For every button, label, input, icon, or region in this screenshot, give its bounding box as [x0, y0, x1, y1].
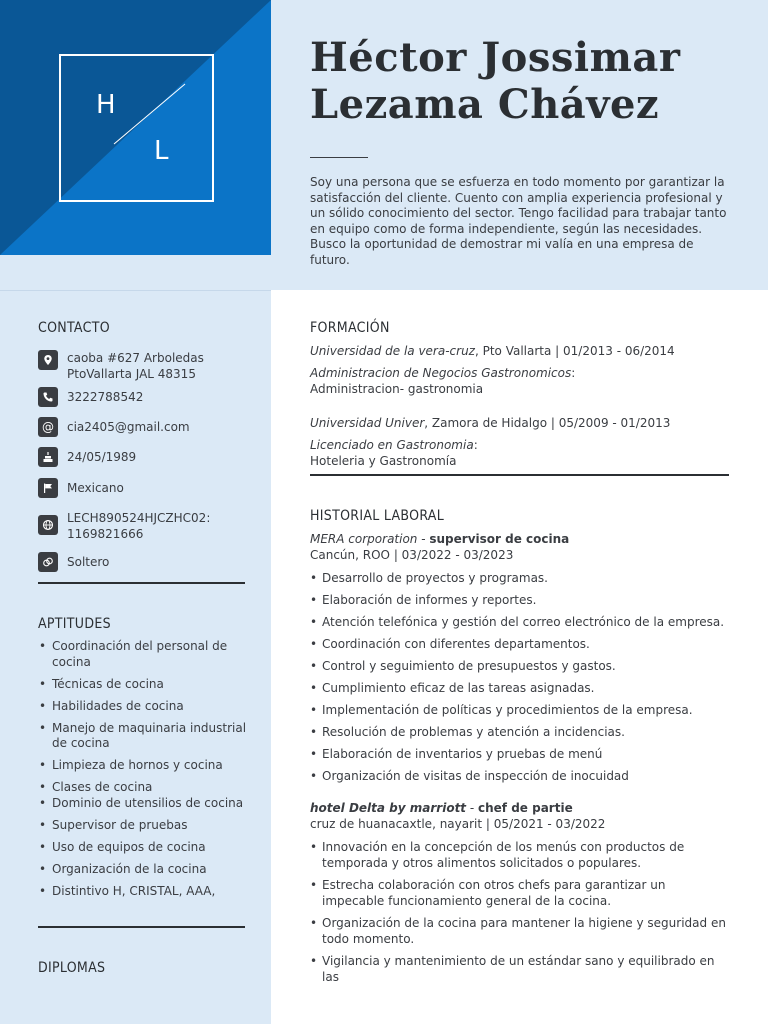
job-1-tasks — [310, 570, 730, 784]
job-1-header — [310, 531, 569, 563]
task-item: • Implementación de políticas y procedimientos de la empresa. — [310, 702, 730, 718]
company-name: MERA corporation — [310, 532, 418, 546]
task-item: • Organización de la cocina para mantener la higiene y seguridad en todo momento. — [310, 915, 730, 947]
contact-address — [38, 350, 217, 382]
task-item: • Organización de visitas de inspección de inocuidad — [310, 768, 730, 784]
contact-birthdate — [38, 447, 136, 467]
degree-field: Administracion- gastronomia — [310, 382, 484, 396]
task-item: • Elaboración de informes y reportes. — [310, 592, 730, 608]
profile-summary: Soy una persona que se esfuerza en todo momento por garantizar la satisfacción del cliente. Cuento con amplia experiencia profesional y un sólido conocimiento del sector. Tengo facilidad para trabajar tanto en equipo como de forma independiente, según las necesidades. Busco la oportunidad de demostrar mi valía en una empresa de futuro. — [310, 175, 727, 267]
degree-field: Hoteleria y Gastronomía — [310, 454, 457, 468]
contact-email — [38, 417, 190, 437]
task-item: • Resolución de problemas y atención a incidencias. — [310, 724, 730, 740]
school-name: Universidad Univer — [310, 416, 425, 430]
education-degree-line: Administracion de Negocios Gastronomicos: — [310, 366, 576, 380]
education-entry-2 — [310, 415, 670, 469]
education-section-title: FORMACIÓN — [310, 320, 390, 336]
job-title-line: hotel Delta by marriott - chef de partie — [310, 801, 573, 815]
contact-phone-text: 3222788542 — [67, 390, 144, 404]
skills-section-title: APTITUDES — [38, 616, 111, 632]
contact-birthdate-text: 24/05/1989 — [67, 450, 137, 464]
task-item: • Elaboración de inventarios y pruebas de menú — [310, 746, 730, 762]
monogram-logo — [0, 0, 271, 255]
education-school-line — [310, 415, 670, 431]
skill-item: • Manejo de maquinaria industrial de cocina — [38, 721, 248, 752]
task-item: • Estrecha colaboración con otros chefs para garantizar un impecable funcionamiento general de la cocina. — [310, 877, 730, 909]
globe-icon — [38, 515, 58, 535]
degree-name: Administracion de Negocios Gastronomicos — [310, 366, 572, 380]
education-school-line — [310, 343, 675, 359]
school-name: Universidad de la vera-cruz — [310, 344, 475, 358]
candidate-name — [310, 34, 750, 128]
task-item: • Desarrollo de proyectos y programas. — [310, 570, 730, 586]
skill-item: • Clases de cocina — [38, 780, 248, 796]
contact-address-text: caoba #627 Arboledas PtoVallarta JAL 48315 — [67, 351, 204, 381]
name-line-2: Lezama Chávez — [310, 81, 660, 128]
skill-item: • Supervisor de pruebas — [38, 818, 248, 834]
contact-id — [38, 511, 237, 542]
monogram-first-letter: H — [96, 90, 116, 120]
diplomas-section-title: DIPLOMAS — [38, 960, 106, 976]
company-name: hotel Delta by marriott — [310, 801, 467, 815]
skill-item: • Habilidades de cocina — [38, 699, 248, 715]
task-item: • Cumplimiento eficaz de las tareas asignadas. — [310, 680, 730, 696]
monogram-second-letter: L — [154, 136, 169, 166]
contact-section-title: CONTACTO — [38, 320, 110, 336]
contact-marital-status — [38, 552, 109, 572]
skill-item: • Uso de equipos de cocina — [38, 840, 248, 856]
degree-name: Licenciado en Gastronomia — [310, 438, 474, 452]
job-role: chef de partie — [478, 801, 573, 815]
skill-item: • Organización de la cocina — [38, 862, 248, 878]
task-item: • Vigilancia y mantenimiento de un estándar sano y equilibrado en las — [310, 953, 730, 985]
contact-id-text: LECH890524HJCZHC02: 1169821666 — [67, 511, 211, 541]
task-item: • Coordinación con diferentes departamentos. — [310, 636, 730, 652]
education-entry-1 — [310, 343, 675, 397]
phone-icon — [38, 387, 58, 407]
name-underline — [310, 157, 368, 158]
header-divider — [0, 290, 271, 291]
job-title-line: MERA corporation - supervisor de cocina — [310, 532, 570, 546]
name-line-1: Héctor Jossimar — [310, 34, 681, 81]
skills-list — [38, 639, 248, 906]
task-item: • Atención telefónica y gestión del correo electrónico de la empresa. — [310, 614, 730, 630]
rings-icon — [38, 552, 58, 572]
job-location-dates: Cancún, ROO | 03/2022 - 03/2023 — [310, 548, 514, 562]
at-sign-icon: @ — [38, 417, 58, 437]
skill-item: • Distintivo H, CRISTAL, AAA, — [38, 884, 248, 900]
skill-item: • Dominio de utensilios de cocina — [38, 796, 248, 812]
school-details: , Zamora de Hidalgo | 05/2009 - 01/2013 — [424, 416, 671, 430]
contact-nationality-text: Mexicano — [67, 481, 124, 495]
skill-item: • Coordinación del personal de cocina — [38, 639, 248, 670]
location-pin-icon — [38, 350, 58, 370]
job-2-header — [310, 800, 605, 832]
education-degree-line: Licenciado en Gastronomia: — [310, 438, 478, 452]
contact-phone — [38, 387, 143, 407]
task-item: • Innovación en la concepción de los menús con productos de temporada y otros alimentos solicitados o populares. — [310, 839, 730, 871]
school-details: , Pto Vallarta | 01/2013 - 06/2014 — [474, 344, 675, 358]
contact-divider — [38, 582, 245, 584]
job-location-dates: cruz de huanacaxtle, nayarit | 05/2021 - 03/2022 — [310, 817, 606, 831]
education-divider — [310, 474, 729, 476]
work-section-title: HISTORIAL LABORAL — [310, 508, 445, 524]
flag-icon — [38, 478, 58, 498]
contact-nationality — [38, 478, 124, 498]
skills-divider — [38, 926, 245, 928]
skill-item: • Limpieza de hornos y cocina — [38, 758, 248, 774]
contact-marital-status-text: Soltero — [67, 555, 110, 569]
skill-item: • Técnicas de cocina — [38, 677, 248, 693]
job-role: supervisor de cocina — [429, 532, 570, 546]
birthday-cake-icon — [38, 447, 58, 467]
contact-email-text: cia2405@gmail.com — [67, 420, 190, 434]
job-2-tasks — [310, 839, 730, 985]
task-item: • Control y seguimiento de presupuestos y gastos. — [310, 658, 730, 674]
